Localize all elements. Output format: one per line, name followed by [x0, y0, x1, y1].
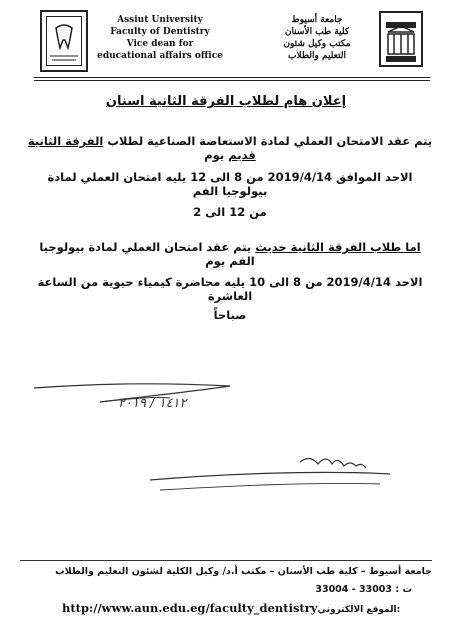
footer-address: جامعة أسيوط – كلية طب الأسنان – مكتب أ.د/ وكيل الكلية لشئون التعليم والطلاب	[55, 566, 432, 577]
para2-line3: صباحاً	[213, 308, 247, 322]
para1-line1-start: يتم عقد الامتحان العملي لمادة الاستعاضة الصناعية لطلاب	[107, 134, 433, 148]
handwritten-date: ١٤١٢ / ٢٠١٩	[118, 396, 187, 411]
para2-line1-end: يتم عقد امتحان العملي لمادة بيولوجيا الفم يوم	[39, 240, 255, 268]
para2-line2: الاحد 2019/4/14 من 8 الى 10 يليه محاضرة كيمياء حيوية من الساعة العاشرة	[37, 275, 423, 303]
para1-line3: من 12 الى 2	[193, 205, 267, 219]
footer-phone: ت : 33003 - 33004	[315, 584, 412, 595]
announcement-title: إعلان هام لطلاب الفرقة الثانية اسنان	[105, 94, 347, 109]
ar-faculty: كلية طب الأسنان	[284, 27, 350, 37]
en-faculty: Faculty of Dentistry	[110, 27, 210, 37]
ar-affairs: التعليم والطلاب	[288, 51, 346, 61]
header-divider	[34, 77, 430, 78]
para1-line1-end: يوم	[204, 148, 225, 162]
faculty-logo	[40, 10, 88, 72]
footer-website-line	[62, 601, 442, 615]
footer-divider	[20, 560, 432, 561]
footer-website-label: الموقع الالكتروني:	[317, 605, 401, 615]
en-office: educational affairs office	[97, 51, 223, 61]
signature-scribble-2	[140, 450, 400, 510]
arabic-letterhead	[262, 14, 372, 62]
para1-line2: الاحد الموافق 2019/4/14 من 8 الى 12 يليه امتحان العملي لمادة بيولوجيا الفم	[47, 170, 413, 198]
para2-line1	[26, 240, 434, 268]
en-university: Assiut University	[117, 15, 203, 25]
para1-line1	[26, 134, 434, 162]
para2-new-students: اما طلاب الفرقة الثانية حديث	[255, 240, 421, 254]
header-divider-thin	[34, 80, 430, 81]
ar-university: جامعة أسيوط	[291, 15, 343, 25]
university-logo	[378, 10, 424, 68]
ar-office: مكتب وكيل شئون	[283, 39, 351, 49]
para1-old-students: الفرقة الثانية قديم	[27, 134, 256, 162]
footer-website-url[interactable]: http://www.aun.edu.eg/faculty_dentistry	[62, 601, 318, 615]
en-vice-dean: Vice dean for	[126, 39, 194, 49]
english-letterhead	[90, 14, 230, 62]
